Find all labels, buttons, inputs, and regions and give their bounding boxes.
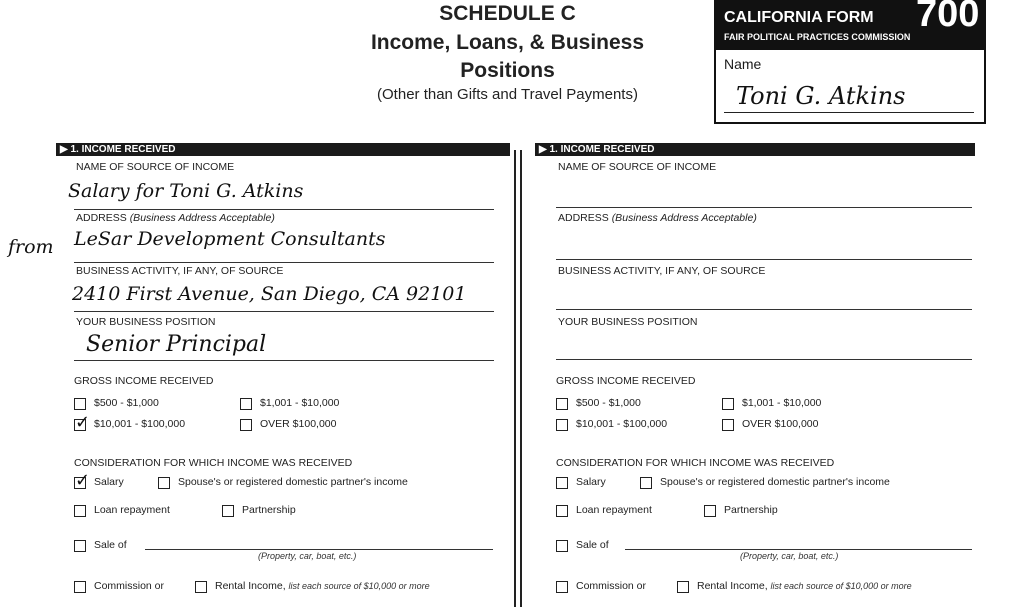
loan-repayment-checkbox[interactable] bbox=[74, 505, 86, 517]
spouse-income-label: Spouse's or registered domestic partner's income bbox=[660, 476, 890, 488]
address-label-text: ADDRESS bbox=[76, 212, 127, 224]
name-label: Name bbox=[724, 56, 762, 72]
gross-10001-100000-checkbox[interactable] bbox=[556, 419, 568, 431]
schedule-heading-line2: Positions bbox=[460, 59, 555, 82]
position-label: YOUR BUSINESS POSITION bbox=[76, 316, 216, 328]
gross-check-mark: ✓ bbox=[75, 412, 91, 433]
consideration-label: CONSIDERATION FOR WHICH INCOME WAS RECEIVED bbox=[74, 457, 353, 469]
gross-label: GROSS INCOME RECEIVED bbox=[556, 375, 696, 387]
salary-label: Salary bbox=[94, 476, 124, 488]
position-line bbox=[74, 360, 494, 361]
activity-value: 2410 First Avenue, San Diego, CA 92101 bbox=[72, 283, 467, 305]
rental-income-note: list each source of $10,000 or more bbox=[770, 581, 912, 591]
name-value: Toni G. Atkins bbox=[736, 82, 906, 110]
form-label: CALIFORNIA FORM bbox=[724, 9, 874, 26]
gross-label: GROSS INCOME RECEIVED bbox=[74, 375, 214, 387]
source-line[interactable] bbox=[556, 207, 972, 208]
section-bar-left: ▶ 1. INCOME RECEIVED bbox=[56, 143, 510, 156]
sale-of-line bbox=[145, 549, 493, 550]
address-label bbox=[558, 212, 757, 224]
spouse-income-checkbox[interactable] bbox=[158, 477, 170, 489]
commission-label: Commission or bbox=[94, 580, 165, 592]
position-value: Senior Principal bbox=[86, 332, 267, 357]
position-label: YOUR BUSINESS POSITION bbox=[558, 316, 698, 328]
source-label: NAME OF SOURCE OF INCOME bbox=[558, 161, 717, 173]
column-divider-right bbox=[520, 150, 522, 607]
schedule-heading: Income, Loans, & Business bbox=[370, 31, 645, 54]
spouse-income-label: Spouse's or registered domestic partner's income bbox=[178, 476, 408, 488]
form-number: 700 bbox=[916, 0, 980, 35]
rental-income-label bbox=[697, 580, 912, 592]
activity-label: BUSINESS ACTIVITY, IF ANY, OF SOURCE bbox=[558, 265, 766, 277]
address-label-note: (Business Address Acceptable) bbox=[611, 212, 757, 224]
source-value: Salary for Toni G. Atkins bbox=[68, 180, 304, 202]
loan-repayment-checkbox[interactable] bbox=[556, 505, 568, 517]
partnership-label: Partnership bbox=[724, 504, 778, 516]
column-divider-left bbox=[514, 150, 516, 607]
salary-checkbox[interactable] bbox=[556, 477, 568, 489]
gross-over-100000-label: OVER $100,000 bbox=[260, 418, 337, 430]
sale-of-label: Sale of bbox=[94, 539, 127, 551]
address-value: LeSar Development Consultants bbox=[74, 228, 386, 250]
salary-check-mark: ✓ bbox=[75, 470, 91, 491]
position-line[interactable] bbox=[556, 359, 972, 360]
gross-over-100000-checkbox[interactable] bbox=[240, 419, 252, 431]
gross-over-100000-label: OVER $100,000 bbox=[742, 418, 819, 430]
form-identifier-box bbox=[714, 0, 986, 124]
spouse-income-checkbox[interactable] bbox=[640, 477, 652, 489]
gross-1001-10000-checkbox[interactable] bbox=[722, 398, 734, 410]
salary-label: Salary bbox=[576, 476, 606, 488]
source-label: NAME OF SOURCE OF INCOME bbox=[76, 161, 235, 173]
activity-line[interactable] bbox=[556, 309, 972, 310]
name-underline bbox=[724, 112, 974, 113]
loan-repayment-label: Loan repayment bbox=[576, 504, 652, 516]
source-line bbox=[74, 209, 494, 210]
activity-label: BUSINESS ACTIVITY, IF ANY, OF SOURCE bbox=[76, 265, 284, 277]
partnership-checkbox[interactable] bbox=[704, 505, 716, 517]
sale-of-label: Sale of bbox=[576, 539, 609, 551]
address-label bbox=[76, 212, 275, 224]
gross-500-1000-label: $500 - $1,000 bbox=[94, 397, 159, 409]
sale-of-checkbox[interactable] bbox=[74, 540, 86, 552]
from-annotation: from bbox=[8, 236, 54, 258]
rental-income-note: list each source of $10,000 or more bbox=[288, 581, 430, 591]
sale-of-note: (Property, car, boat, etc.) bbox=[258, 551, 357, 561]
address-label-note: (Business Address Acceptable) bbox=[129, 212, 275, 224]
commission-checkbox[interactable] bbox=[74, 581, 86, 593]
loan-repayment-label: Loan repayment bbox=[94, 504, 170, 516]
sale-of-note: (Property, car, boat, etc.) bbox=[740, 551, 839, 561]
gross-500-1000-checkbox[interactable] bbox=[74, 398, 86, 410]
gross-500-1000-checkbox[interactable] bbox=[556, 398, 568, 410]
gross-1001-10000-checkbox[interactable] bbox=[240, 398, 252, 410]
rental-income-text: Rental Income, bbox=[215, 580, 286, 592]
form-title-bar bbox=[716, 2, 984, 50]
rental-income-text: Rental Income, bbox=[697, 580, 768, 592]
address-label-text: ADDRESS bbox=[558, 212, 609, 224]
commission-checkbox[interactable] bbox=[556, 581, 568, 593]
gross-10001-100000-label: $10,001 - $100,000 bbox=[576, 418, 668, 430]
schedule-title: SCHEDULE C bbox=[439, 2, 576, 25]
activity-line bbox=[74, 311, 494, 312]
rental-income-checkbox[interactable] bbox=[677, 581, 689, 593]
sale-of-line[interactable] bbox=[625, 549, 972, 550]
gross-500-1000-label: $500 - $1,000 bbox=[576, 397, 641, 409]
rental-income-label bbox=[215, 580, 430, 592]
partnership-label: Partnership bbox=[242, 504, 296, 516]
rental-income-checkbox[interactable] bbox=[195, 581, 207, 593]
gross-1001-10000-label: $1,001 - $10,000 bbox=[260, 397, 340, 409]
agency-name: FAIR POLITICAL PRACTICES COMMISSION bbox=[724, 32, 911, 42]
partnership-checkbox[interactable] bbox=[222, 505, 234, 517]
sale-of-checkbox[interactable] bbox=[556, 540, 568, 552]
gross-1001-10000-label: $1,001 - $10,000 bbox=[742, 397, 822, 409]
address-line bbox=[74, 262, 494, 263]
address-line[interactable] bbox=[556, 259, 972, 260]
consideration-label: CONSIDERATION FOR WHICH INCOME WAS RECEIVED bbox=[556, 457, 835, 469]
schedule-subtitle: (Other than Gifts and Travel Payments) bbox=[377, 86, 638, 103]
gross-10001-100000-label: $10,001 - $100,000 bbox=[94, 418, 186, 430]
gross-over-100000-checkbox[interactable] bbox=[722, 419, 734, 431]
section-bar-right: ▶ 1. INCOME RECEIVED bbox=[535, 143, 975, 156]
commission-label: Commission or bbox=[576, 580, 647, 592]
